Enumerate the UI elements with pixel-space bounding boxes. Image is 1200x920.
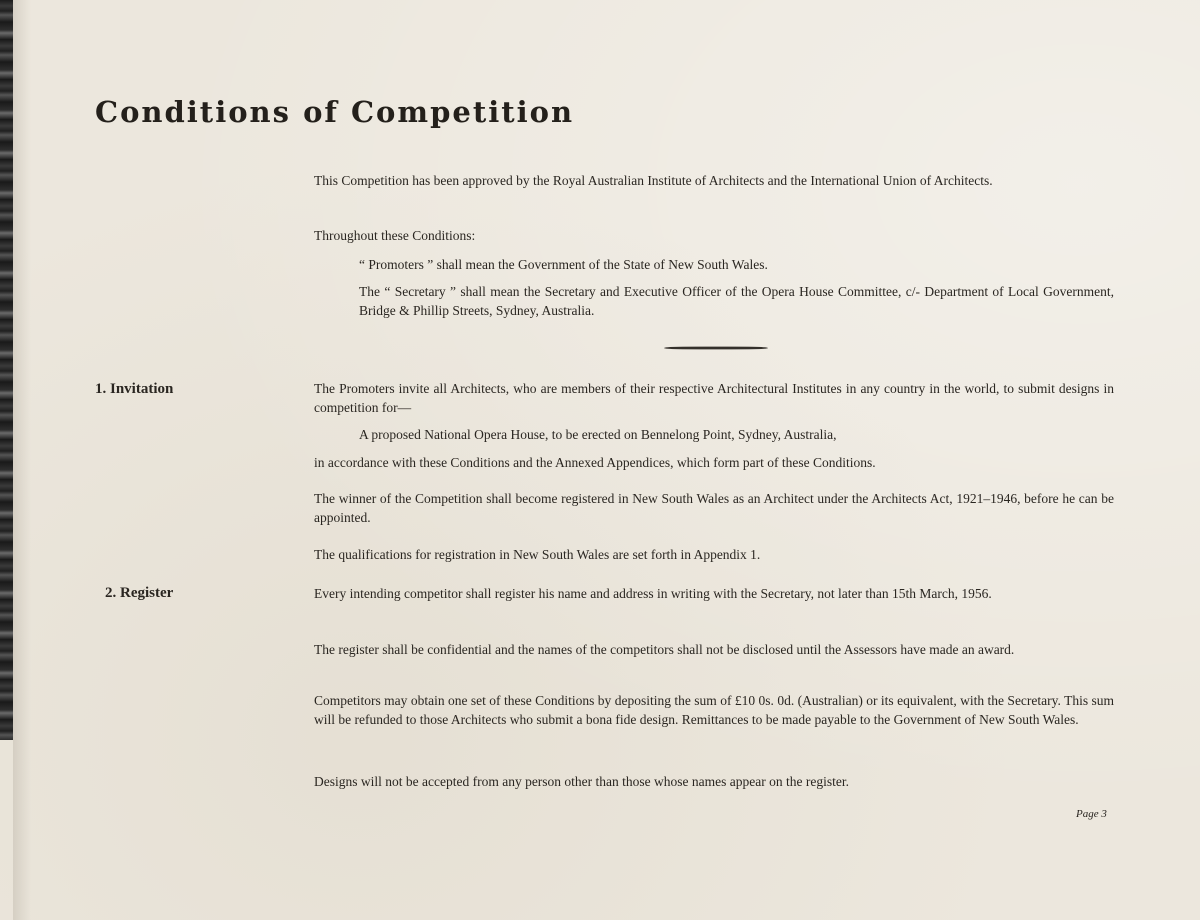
invitation-paragraph-4: The winner of the Competition shall become registered in New South Wales as an Architect under the Architects Act, 1921–1946, before he can be appointed. xyxy=(314,491,1114,525)
invitation-paragraph-2: A proposed National Opera House, to be erected on Bennelong Point, Sydney, Australia, xyxy=(359,427,837,442)
definitions-lead: Throughout these Conditions: xyxy=(314,228,476,243)
register-paragraph-4: Designs will not be accepted from any person other than those whose names appear on the register. xyxy=(314,774,849,789)
invitation-paragraph-3: in accordance with these Conditions and the Annexed Appendices, which form part of these Conditions. xyxy=(314,455,876,470)
binding-shadow xyxy=(13,0,31,920)
definition-promoters: “ Promoters ” shall mean the Government of the State of New South Wales. xyxy=(359,257,768,272)
binding-edge-photo xyxy=(0,0,13,740)
invitation-paragraph-1: The Promoters invite all Architects, who are members of their respective Architectural Institutes in any country in the world, to submit designs in competition for— xyxy=(314,381,1114,415)
register-paragraph-3: Competitors may obtain one set of these Conditions by depositing the sum of £10 0s. 0d. (Australian) or its equivalent, with the Secretary. This sum will be refunded to those Architects who submit a bona fide design. Remittances to be made payable to the Government of New South Wales. xyxy=(314,693,1114,727)
page-number: Page 3 xyxy=(1076,808,1107,820)
section-heading-register: 2. Register xyxy=(105,585,174,601)
section-heading-invitation: 1. Invitation xyxy=(95,381,174,397)
register-paragraph-1: Every intending competitor shall register his name and address in writing with the Secretary, not later than 15th March, 1956. xyxy=(314,586,992,601)
page-title: Conditions of Competition xyxy=(95,95,575,129)
register-paragraph-2: The register shall be confidential and the names of the competitors shall not be disclosed until the Assessors have made an award. xyxy=(314,642,1015,657)
section-divider xyxy=(664,346,768,350)
invitation-paragraph-5: The qualifications for registration in New South Wales are set forth in Appendix 1. xyxy=(314,547,761,562)
definition-secretary: The “ Secretary ” shall mean the Secretary and Executive Officer of the Opera House Committee, c/- Department of Local Government, Bridge & Phillip Streets, Sydney, Australia. xyxy=(359,284,1114,318)
intro-approval: This Competition has been approved by the Royal Australian Institute of Architects and the International Union of Architects. xyxy=(314,173,993,188)
